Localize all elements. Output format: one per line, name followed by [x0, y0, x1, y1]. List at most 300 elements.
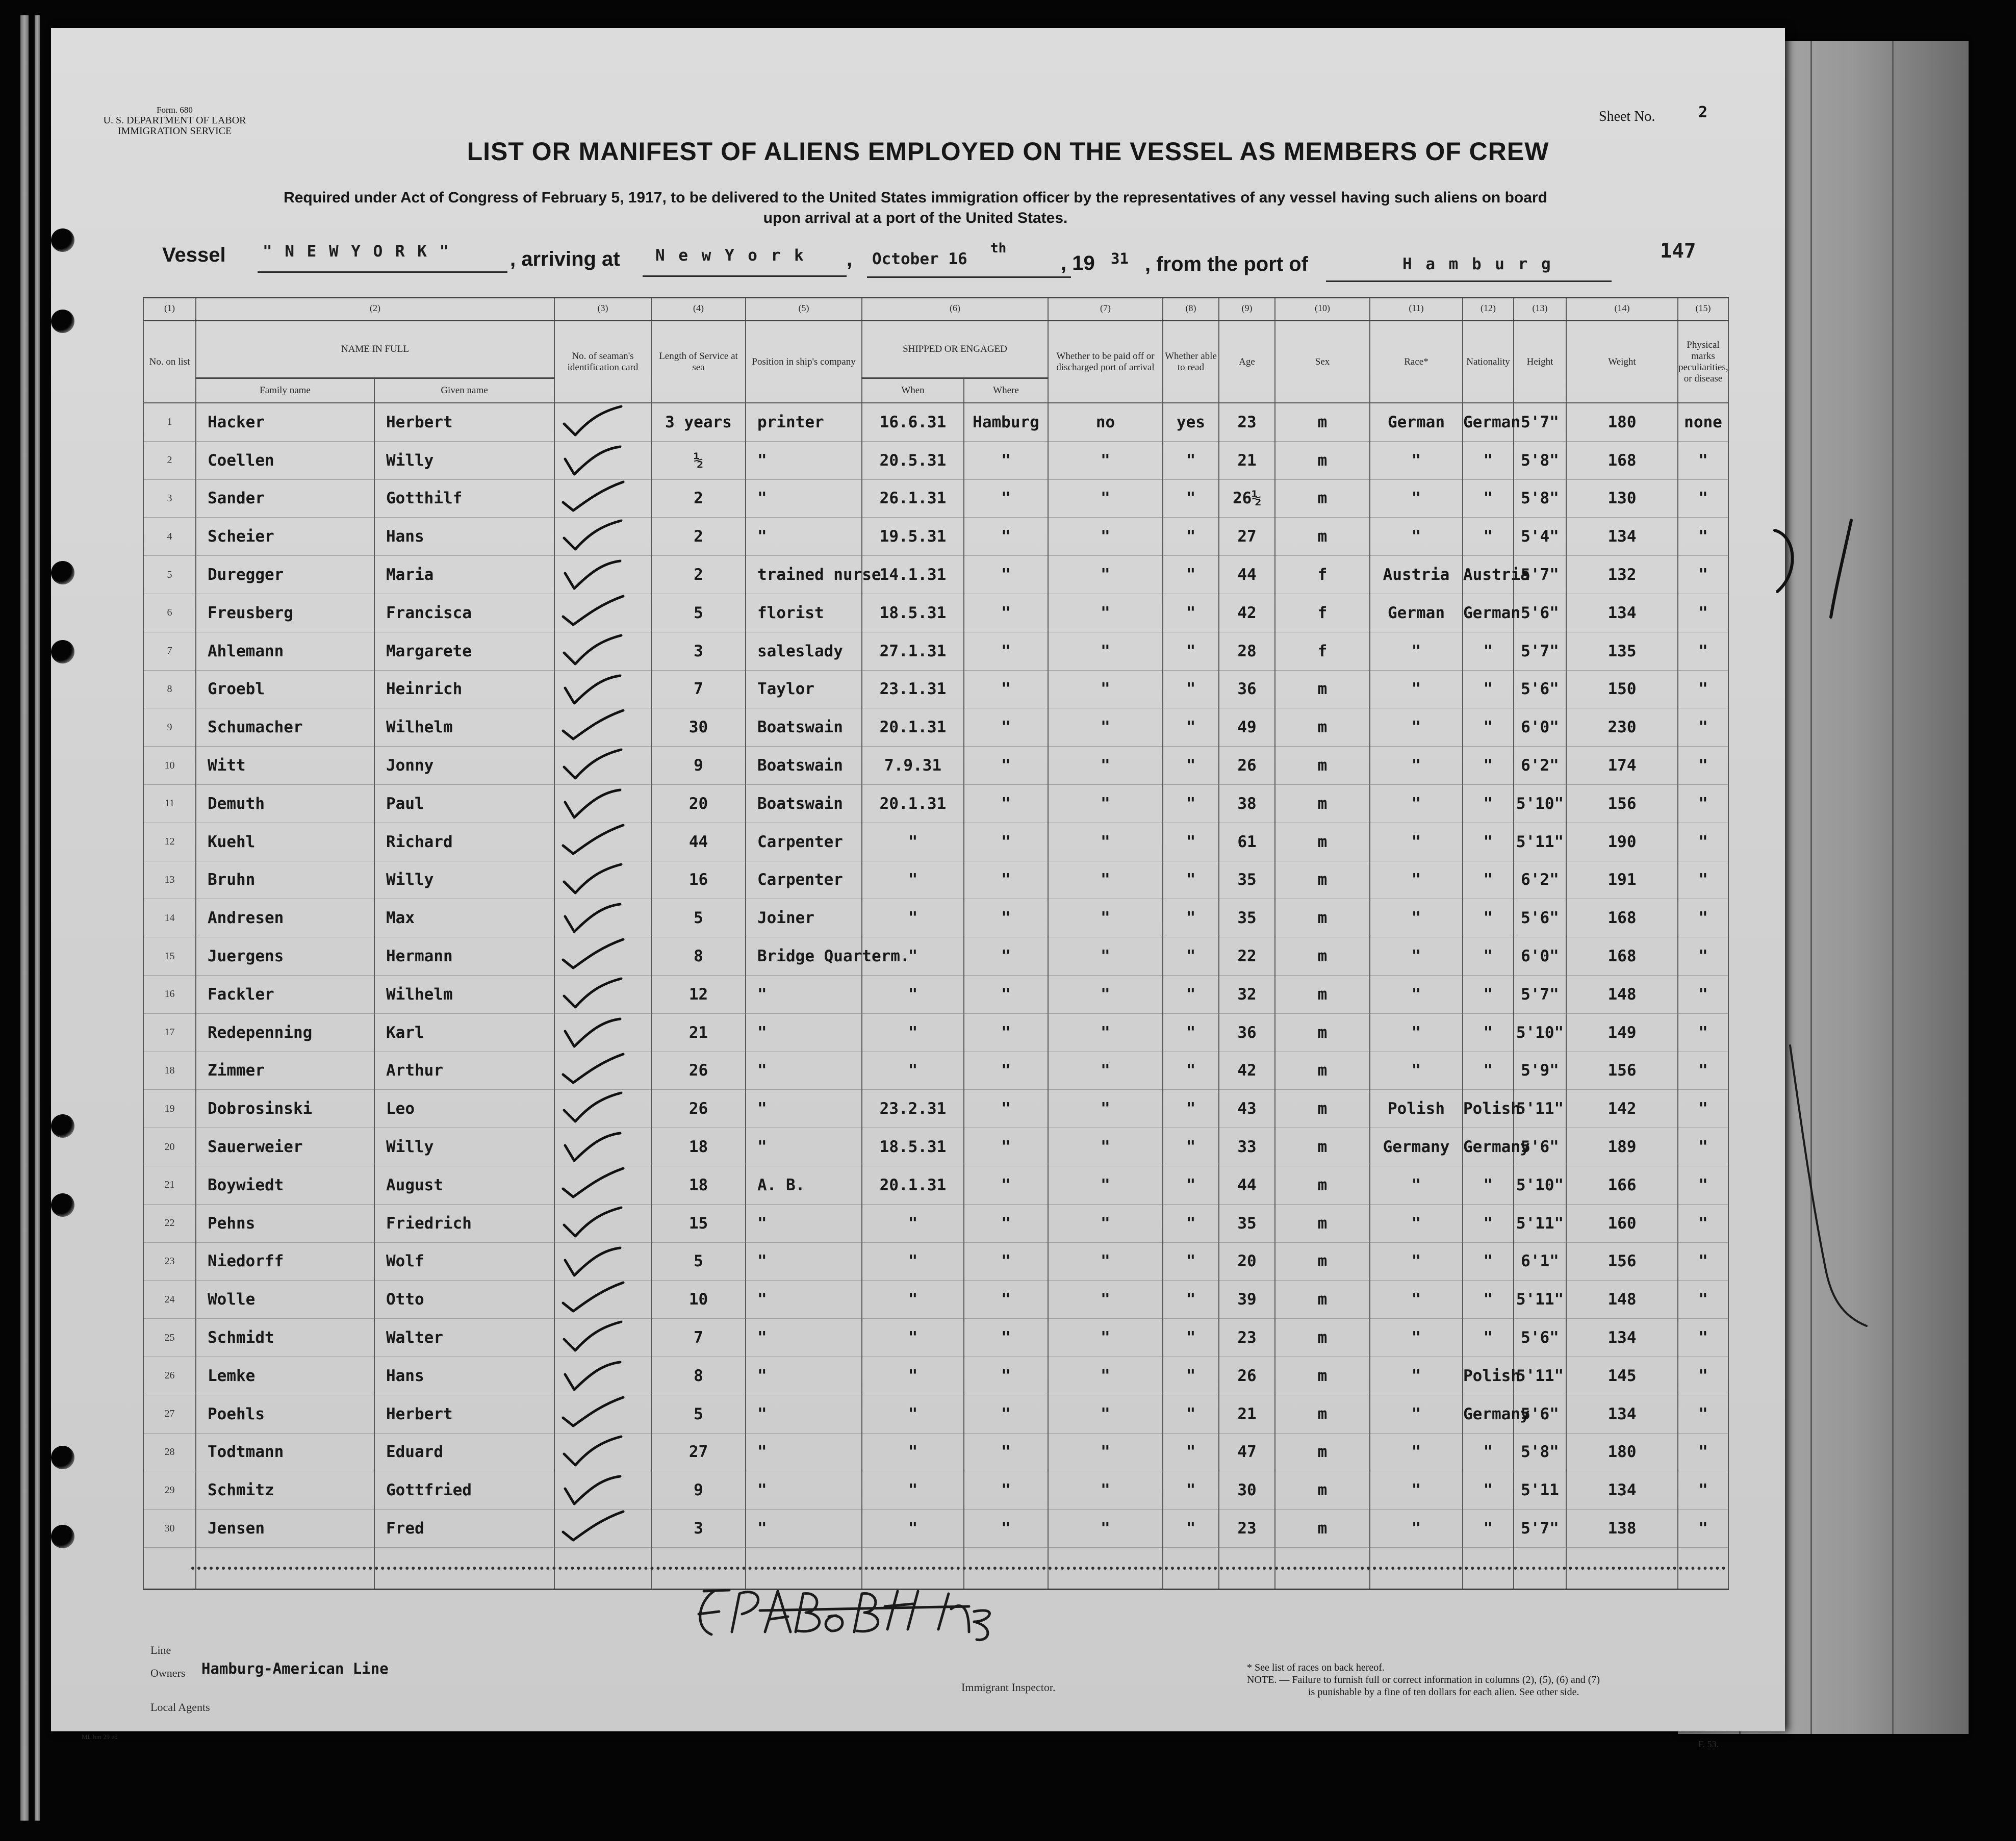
- race-cell: ": [1370, 1281, 1463, 1319]
- nationality-cell: ": [1463, 823, 1514, 861]
- race-cell: ": [1370, 1395, 1463, 1433]
- header-length-of-service: Length of Service at sea: [651, 321, 746, 403]
- checkmark-icon: [560, 482, 626, 515]
- physical-marks-cell: ": [1678, 1052, 1728, 1090]
- family-name-cell: Scheier: [196, 518, 374, 556]
- given-name-cell: Herbert: [374, 403, 554, 441]
- weight-cell: 190: [1566, 823, 1678, 861]
- service-length-cell: 26: [651, 1090, 746, 1128]
- service-length-cell: 3: [651, 632, 746, 670]
- header-position: Position in ship's company: [746, 321, 862, 403]
- shipped-where-cell: ": [964, 899, 1048, 937]
- col-5-number: (5): [746, 298, 862, 321]
- col-13-number: (13): [1514, 298, 1566, 321]
- paid-off-cell: ": [1048, 1510, 1163, 1548]
- checkmark-icon: [560, 1130, 626, 1163]
- col-14-number: (14): [1566, 298, 1678, 321]
- shipped-when-cell: ": [862, 937, 964, 976]
- sex-cell: m: [1275, 899, 1370, 937]
- shipped-when-cell: ": [862, 975, 964, 1013]
- list-number-cell: 24: [143, 1281, 196, 1319]
- race-cell: ": [1370, 479, 1463, 518]
- shipped-where-cell: ": [964, 975, 1048, 1013]
- service-length-cell: 26: [651, 1052, 746, 1090]
- year-prefix: , 19: [1061, 252, 1095, 274]
- col-15-number: (15): [1678, 298, 1728, 321]
- able-to-read-cell: ": [1163, 937, 1219, 976]
- nationality-cell: ": [1463, 1433, 1514, 1471]
- race-cell: Germany: [1370, 1128, 1463, 1166]
- able-to-read-cell: ": [1163, 1090, 1219, 1128]
- list-number-cell: 25: [143, 1319, 196, 1357]
- owners-value: Hamburg-American Line: [201, 1660, 389, 1677]
- race-cell: German: [1370, 403, 1463, 441]
- nationality-cell: ": [1463, 479, 1514, 518]
- col-1-number: (1): [143, 298, 196, 321]
- paid-off-cell: ": [1048, 899, 1163, 937]
- physical-marks-cell: ": [1678, 1242, 1728, 1281]
- physical-marks-cell: ": [1678, 708, 1728, 747]
- family-name-cell: Duregger: [196, 556, 374, 594]
- able-to-read-cell: ": [1163, 747, 1219, 785]
- crew-row: [143, 1204, 1728, 1242]
- family-name-cell: Schmitz: [196, 1471, 374, 1510]
- position-cell: ": [746, 1319, 862, 1357]
- age-cell: 44: [1219, 556, 1275, 594]
- weight-cell: 150: [1566, 670, 1678, 708]
- paid-off-cell: ": [1048, 1013, 1163, 1052]
- crew-row: [143, 632, 1728, 670]
- physical-marks-cell: ": [1678, 975, 1728, 1013]
- family-name-cell: Ahlemann: [196, 632, 374, 670]
- id-card-cell: [554, 594, 651, 632]
- paid-off-cell: ": [1048, 823, 1163, 861]
- height-cell: 5'7": [1514, 975, 1566, 1013]
- race-cell: ": [1370, 937, 1463, 976]
- height-cell: 5'4": [1514, 518, 1566, 556]
- age-cell: 44: [1219, 1166, 1275, 1204]
- nationality-cell: ": [1463, 975, 1514, 1013]
- given-name-cell: Heinrich: [374, 670, 554, 708]
- position-cell: ": [746, 1395, 862, 1433]
- local-agents-label: Local Agents: [150, 1701, 210, 1714]
- physical-marks-cell: ": [1678, 1013, 1728, 1052]
- family-name-cell: Boywiedt: [196, 1166, 374, 1204]
- weight-cell: 135: [1566, 632, 1678, 670]
- shipped-when-cell: 14.1.31: [862, 556, 964, 594]
- sex-cell: m: [1275, 1471, 1370, 1510]
- departure-port: H a m b u r g: [1402, 255, 1553, 273]
- crew-row: [143, 1319, 1728, 1357]
- height-cell: 5'11": [1514, 823, 1566, 861]
- id-card-cell: [554, 899, 651, 937]
- given-name-cell: Walter: [374, 1319, 554, 1357]
- header-paid-off: Whether to be paid off or discharged port of arrival: [1048, 321, 1163, 403]
- able-to-read-cell: ": [1163, 1204, 1219, 1242]
- age-cell: 20: [1219, 1242, 1275, 1281]
- race-cell: German: [1370, 594, 1463, 632]
- sheet-number-value: 2: [1698, 104, 1708, 121]
- punch-hole: [51, 1114, 74, 1138]
- sex-cell: m: [1275, 784, 1370, 823]
- shipped-when-cell: ": [862, 823, 964, 861]
- able-to-read-cell: ": [1163, 784, 1219, 823]
- sex-cell: m: [1275, 1395, 1370, 1433]
- list-number-cell: 8: [143, 670, 196, 708]
- sex-cell: m: [1275, 670, 1370, 708]
- given-name-cell: Willy: [374, 861, 554, 899]
- punch-hole: [51, 1446, 74, 1469]
- date-comma: ,: [847, 248, 853, 270]
- column-number-row: [143, 298, 1728, 321]
- physical-marks-cell: ": [1678, 1395, 1728, 1433]
- punch-hole: [51, 1193, 74, 1217]
- crew-row: [143, 479, 1728, 518]
- list-number-cell: 15: [143, 937, 196, 976]
- sex-cell: m: [1275, 1166, 1370, 1204]
- nationality-cell: ": [1463, 1510, 1514, 1548]
- crew-row: [143, 975, 1728, 1013]
- position-cell: ": [746, 1510, 862, 1548]
- given-name-cell: Fred: [374, 1510, 554, 1548]
- vessel-name-underline: [258, 271, 507, 273]
- service-length-cell: 44: [651, 823, 746, 861]
- able-to-read-cell: ": [1163, 1242, 1219, 1281]
- family-name-cell: Dobrosinski: [196, 1090, 374, 1128]
- family-name-cell: Lemke: [196, 1357, 374, 1395]
- service-length-cell: 3 years: [651, 403, 746, 441]
- family-name-cell: Sander: [196, 479, 374, 518]
- position-cell: trained nurse: [746, 556, 862, 594]
- position-cell: ": [746, 975, 862, 1013]
- id-card-cell: [554, 1471, 651, 1510]
- checkmark-icon: [560, 1283, 626, 1315]
- col-11-number: (11): [1370, 298, 1463, 321]
- height-cell: 5'7": [1514, 632, 1566, 670]
- age-cell: 23: [1219, 403, 1275, 441]
- stamp-number: 147: [1660, 240, 1696, 263]
- height-cell: 5'6": [1514, 1395, 1566, 1433]
- age-cell: 47: [1219, 1433, 1275, 1471]
- paid-off-cell: ": [1048, 632, 1163, 670]
- checkmark-icon: [560, 444, 626, 476]
- able-to-read-cell: ": [1163, 479, 1219, 518]
- nationality-cell: ": [1463, 518, 1514, 556]
- paid-off-cell: ": [1048, 1281, 1163, 1319]
- position-cell: ": [746, 1242, 862, 1281]
- list-number-cell: 28: [143, 1433, 196, 1471]
- position-cell: ": [746, 1128, 862, 1166]
- checkmark-icon: [560, 1092, 626, 1124]
- shipped-where-cell: ": [964, 747, 1048, 785]
- shipped-when-cell: ": [862, 899, 964, 937]
- service-length-cell: 5: [651, 1242, 746, 1281]
- race-cell: ": [1370, 899, 1463, 937]
- able-to-read-cell: ": [1163, 670, 1219, 708]
- weight-cell: 180: [1566, 403, 1678, 441]
- id-card-cell: [554, 1166, 651, 1204]
- weight-cell: 160: [1566, 1204, 1678, 1242]
- nationality-cell: ": [1463, 1281, 1514, 1319]
- paid-off-cell: ": [1048, 1242, 1163, 1281]
- position-cell: A. B.: [746, 1166, 862, 1204]
- weight-cell: 168: [1566, 937, 1678, 976]
- shipped-when-cell: 20.5.31: [862, 441, 964, 479]
- shipped-where-cell: ": [964, 1166, 1048, 1204]
- checkmark-icon: [560, 978, 626, 1010]
- height-cell: 5'7": [1514, 403, 1566, 441]
- race-cell: ": [1370, 708, 1463, 747]
- sex-cell: m: [1275, 861, 1370, 899]
- given-name-cell: Arthur: [374, 1052, 554, 1090]
- position-cell: ": [746, 1357, 862, 1395]
- list-number-cell: 5: [143, 556, 196, 594]
- header-physical-marks: Physical marks peculiarities, or disease: [1678, 321, 1728, 403]
- sex-cell: m: [1275, 1319, 1370, 1357]
- shipped-when-cell: 27.1.31: [862, 632, 964, 670]
- able-to-read-cell: ": [1163, 975, 1219, 1013]
- service-length-cell: 10: [651, 1281, 746, 1319]
- sex-cell: f: [1275, 556, 1370, 594]
- header-age: Age: [1219, 321, 1275, 403]
- position-cell: ": [746, 1281, 862, 1319]
- height-cell: 5'6": [1514, 1319, 1566, 1357]
- service-length-cell: 5: [651, 1395, 746, 1433]
- shipped-when-cell: 18.5.31: [862, 1128, 964, 1166]
- shipped-where-cell: ": [964, 1319, 1048, 1357]
- given-name-cell: Gottfried: [374, 1471, 554, 1510]
- race-cell: ": [1370, 1242, 1463, 1281]
- physical-marks-cell: ": [1678, 1090, 1728, 1128]
- race-cell: ": [1370, 747, 1463, 785]
- paid-off-cell: ": [1048, 1166, 1163, 1204]
- sex-cell: m: [1275, 403, 1370, 441]
- height-cell: 5'11: [1514, 1471, 1566, 1510]
- shipped-when-cell: ": [862, 1242, 964, 1281]
- sex-cell: m: [1275, 937, 1370, 976]
- height-cell: 6'0": [1514, 937, 1566, 976]
- age-cell: 35: [1219, 1204, 1275, 1242]
- crew-row: [143, 937, 1728, 976]
- id-card-cell: [554, 937, 651, 976]
- crew-row: [143, 441, 1728, 479]
- service-length-cell: 2: [651, 556, 746, 594]
- checkmark-icon: [560, 1321, 626, 1353]
- shipped-where-cell: ": [964, 632, 1048, 670]
- age-cell: 39: [1219, 1281, 1275, 1319]
- vessel-line: [0, 240, 2016, 280]
- id-card-cell: [554, 975, 651, 1013]
- list-number-cell: 9: [143, 708, 196, 747]
- shipped-when-cell: ": [862, 1395, 964, 1433]
- list-number-cell: 22: [143, 1204, 196, 1242]
- service-length-cell: 12: [651, 975, 746, 1013]
- service-length-cell: 8: [651, 1357, 746, 1395]
- physical-marks-cell: ": [1678, 1319, 1728, 1357]
- id-card-cell: [554, 441, 651, 479]
- family-name-cell: Redepenning: [196, 1013, 374, 1052]
- family-name-cell: Pehns: [196, 1204, 374, 1242]
- list-number-cell: 12: [143, 823, 196, 861]
- shipped-when-cell: ": [862, 1510, 964, 1548]
- able-to-read-cell: ": [1163, 1281, 1219, 1319]
- shipped-when-cell: ": [862, 1052, 964, 1090]
- list-number-cell: 17: [143, 1013, 196, 1052]
- family-name-cell: Zimmer: [196, 1052, 374, 1090]
- checkmark-icon: [560, 558, 626, 591]
- position-cell: Joiner: [746, 899, 862, 937]
- position-cell: Carpenter: [746, 861, 862, 899]
- race-cell: ": [1370, 823, 1463, 861]
- physical-marks-cell: ": [1678, 670, 1728, 708]
- paid-off-cell: ": [1048, 1319, 1163, 1357]
- crew-rows: [143, 403, 1728, 1589]
- paid-off-cell: ": [1048, 670, 1163, 708]
- checkmark-icon: [560, 1436, 626, 1468]
- list-number-cell: 21: [143, 1166, 196, 1204]
- arrival-date-suffix: th: [990, 241, 1007, 256]
- print-mark: ML hm 29 ed: [82, 1733, 118, 1741]
- crew-row: [143, 1510, 1728, 1548]
- department-name: U. S. DEPARTMENT OF LABOR: [103, 115, 246, 126]
- checkmark-icon: [560, 1359, 626, 1392]
- weight-cell: 134: [1566, 1319, 1678, 1357]
- crew-row: [143, 1052, 1728, 1090]
- age-cell: 35: [1219, 861, 1275, 899]
- position-cell: florist: [746, 594, 862, 632]
- position-cell: ": [746, 1204, 862, 1242]
- physical-marks-cell: ": [1678, 441, 1728, 479]
- position-cell: ": [746, 1090, 862, 1128]
- physical-marks-cell: ": [1678, 632, 1728, 670]
- shipped-where-cell: ": [964, 1471, 1048, 1510]
- position-cell: ": [746, 1013, 862, 1052]
- sex-cell: m: [1275, 1090, 1370, 1128]
- position-cell: Boatswain: [746, 784, 862, 823]
- sex-cell: m: [1275, 1052, 1370, 1090]
- age-cell: 27: [1219, 518, 1275, 556]
- nationality-cell: Austria: [1463, 556, 1514, 594]
- nationality-cell: ": [1463, 1166, 1514, 1204]
- race-cell: ": [1370, 1471, 1463, 1510]
- given-name-cell: Gotthilf: [374, 479, 554, 518]
- page-title: LIST OR MANIFEST OF ALIENS EMPLOYED ON THE VESSEL AS MEMBERS OF CREW: [467, 137, 1549, 166]
- physical-marks-cell: ": [1678, 937, 1728, 976]
- shipped-where-cell: ": [964, 708, 1048, 747]
- page-subtitle: [158, 188, 1673, 228]
- paid-off-cell: ": [1048, 1052, 1163, 1090]
- col-12-number: (12): [1463, 298, 1514, 321]
- weight-cell: 148: [1566, 975, 1678, 1013]
- height-cell: 5'9": [1514, 1052, 1566, 1090]
- family-name-cell: Coellen: [196, 441, 374, 479]
- header-nationality: Nationality: [1463, 321, 1514, 403]
- position-cell: Taylor: [746, 670, 862, 708]
- weight-cell: 156: [1566, 784, 1678, 823]
- shipped-when-cell: 7.9.31: [862, 747, 964, 785]
- given-name-cell: Margarete: [374, 632, 554, 670]
- weight-cell: 138: [1566, 1510, 1678, 1548]
- footnote-penalty-cont: is punishable by a fine of ten dollars for each alien. See other side.: [1308, 1686, 1579, 1698]
- physical-marks-cell: ": [1678, 1128, 1728, 1166]
- age-cell: 33: [1219, 1128, 1275, 1166]
- list-number-cell: 20: [143, 1128, 196, 1166]
- service-length-cell: 5: [651, 594, 746, 632]
- sex-cell: m: [1275, 1128, 1370, 1166]
- weight-cell: 191: [1566, 861, 1678, 899]
- shipped-where-cell: ": [964, 1242, 1048, 1281]
- family-name-cell: Bruhn: [196, 861, 374, 899]
- header-given-name: Given name: [374, 378, 554, 403]
- list-number-cell: 2: [143, 441, 196, 479]
- paid-off-cell: ": [1048, 441, 1163, 479]
- physical-marks-cell: ": [1678, 784, 1728, 823]
- form-code: F. 53.: [1698, 1739, 1719, 1749]
- sex-cell: m: [1275, 1357, 1370, 1395]
- height-cell: 5'8": [1514, 1433, 1566, 1471]
- crew-manifest-table: [143, 297, 1729, 1590]
- service-length-cell: 9: [651, 747, 746, 785]
- position-cell: ": [746, 1471, 862, 1510]
- arriving-label: , arriving at: [510, 248, 620, 270]
- race-cell: ": [1370, 975, 1463, 1013]
- crew-row: [143, 1433, 1728, 1471]
- sex-cell: m: [1275, 518, 1370, 556]
- shipped-when-cell: 20.1.31: [862, 708, 964, 747]
- shipped-where-cell: ": [964, 1357, 1048, 1395]
- header-id-card: No. of seaman's identification card: [554, 321, 651, 403]
- id-card-cell: [554, 556, 651, 594]
- service-length-cell: 2: [651, 518, 746, 556]
- height-cell: 5'11": [1514, 1204, 1566, 1242]
- paid-off-cell: ": [1048, 1433, 1163, 1471]
- position-cell: ": [746, 1433, 862, 1471]
- family-name-cell: Freusberg: [196, 594, 374, 632]
- able-to-read-cell: ": [1163, 1510, 1219, 1548]
- physical-marks-cell: none: [1678, 403, 1728, 441]
- age-cell: 30: [1219, 1471, 1275, 1510]
- id-card-cell: [554, 1090, 651, 1128]
- given-name-cell: Otto: [374, 1281, 554, 1319]
- nationality-cell: ": [1463, 747, 1514, 785]
- crew-row: [143, 518, 1728, 556]
- age-cell: 23: [1219, 1510, 1275, 1548]
- crew-row: [143, 1242, 1728, 1281]
- header-name-in-full: NAME IN FULL: [196, 321, 554, 378]
- sex-cell: m: [1275, 441, 1370, 479]
- given-name-cell: Friedrich: [374, 1204, 554, 1242]
- paid-off-cell: ": [1048, 708, 1163, 747]
- blank-cell: [143, 1547, 196, 1589]
- height-cell: 5'10": [1514, 1013, 1566, 1052]
- shipped-where-cell: ": [964, 937, 1048, 976]
- nationality-cell: ": [1463, 632, 1514, 670]
- shipped-where-cell: ": [964, 479, 1048, 518]
- able-to-read-cell: ": [1163, 594, 1219, 632]
- family-name-cell: Hacker: [196, 403, 374, 441]
- service-length-cell: 3: [651, 1510, 746, 1548]
- able-to-read-cell: ": [1163, 861, 1219, 899]
- shipped-where-cell: ": [964, 784, 1048, 823]
- binding-edge: [35, 15, 40, 1821]
- able-to-read-cell: ": [1163, 441, 1219, 479]
- list-number-cell: 14: [143, 899, 196, 937]
- checkmark-icon: [560, 749, 626, 781]
- able-to-read-cell: ": [1163, 1013, 1219, 1052]
- paid-off-cell: ": [1048, 1090, 1163, 1128]
- race-cell: ": [1370, 1013, 1463, 1052]
- given-name-cell: Eduard: [374, 1433, 554, 1471]
